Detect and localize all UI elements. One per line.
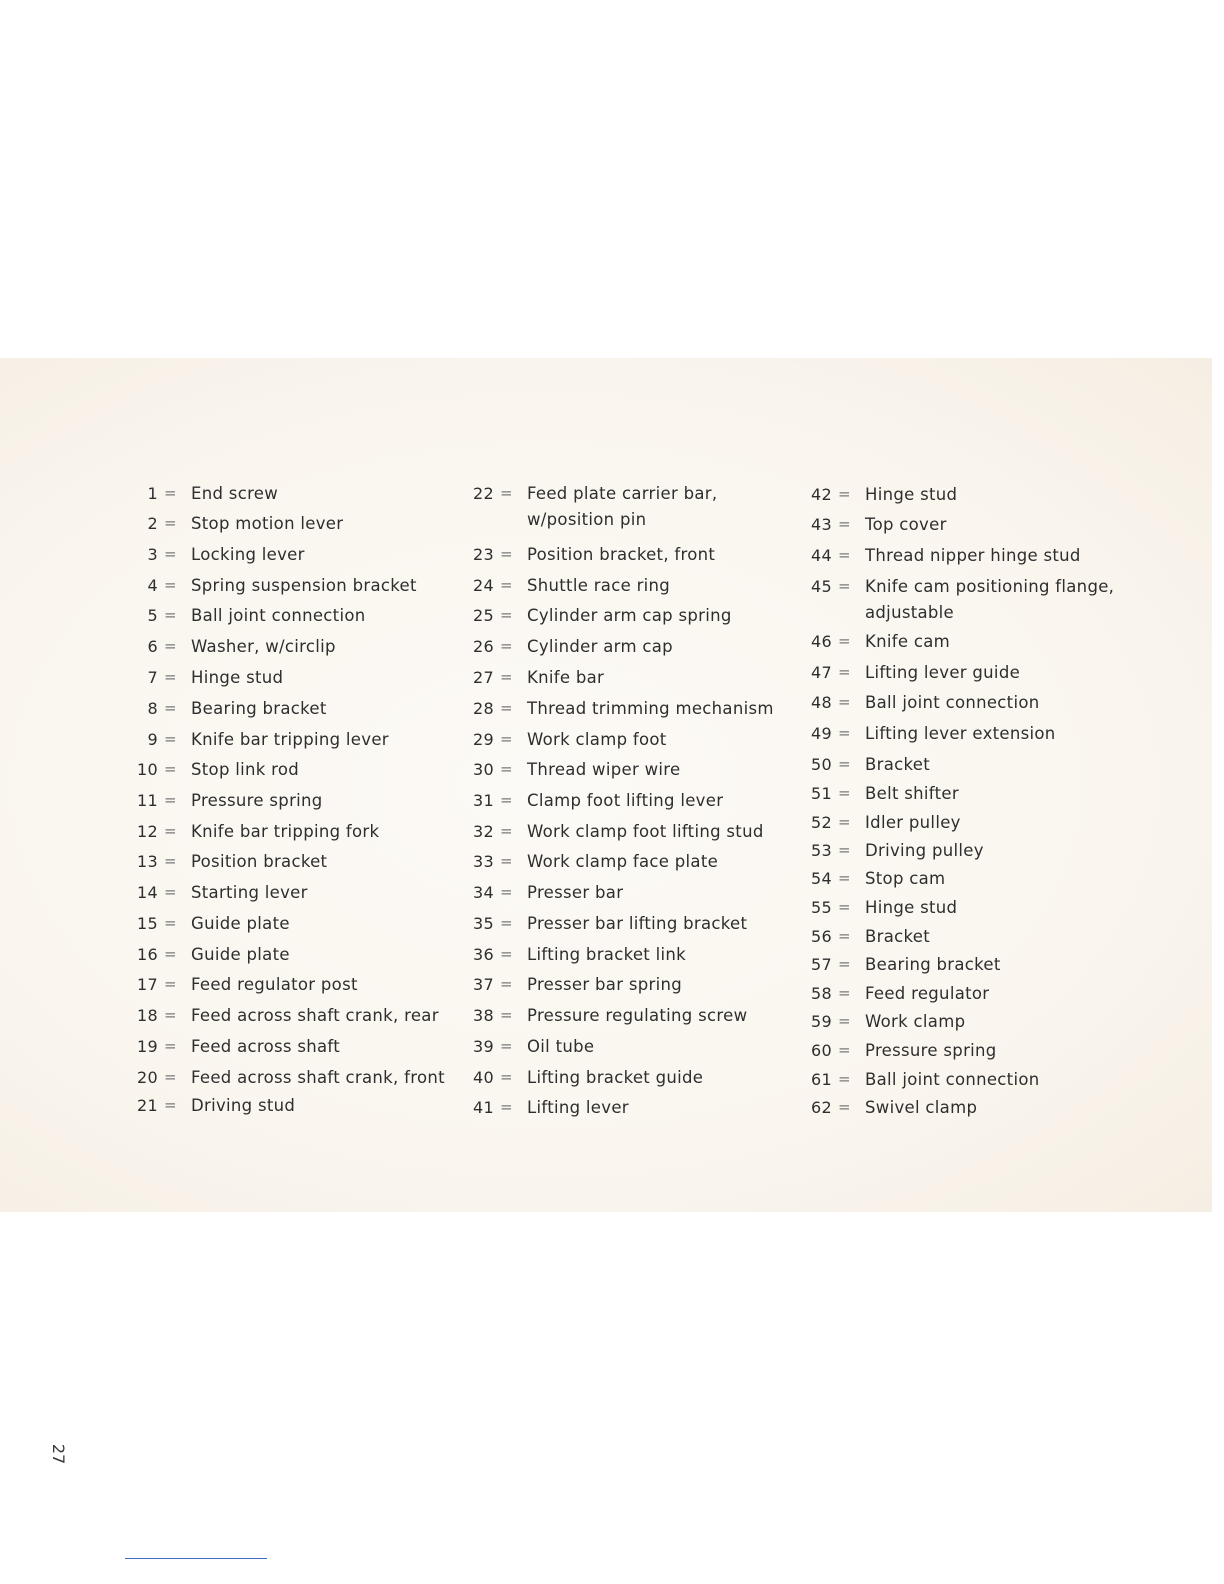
bottom-underline-link[interactable] <box>125 1558 267 1559</box>
part-number: 46 <box>811 632 832 651</box>
part-number: 12 <box>137 822 158 841</box>
part-label-line: Knife bar <box>527 668 605 687</box>
part-number: 47 <box>811 663 832 682</box>
equals-sign: = <box>164 1006 177 1024</box>
equals-sign: = <box>164 730 177 748</box>
part-label <box>191 883 308 902</box>
part-number: 18 <box>137 1006 158 1025</box>
part-number: 7 <box>147 668 158 687</box>
part-number: 19 <box>137 1037 158 1056</box>
part-label <box>527 1068 703 1087</box>
part-number: 36 <box>473 945 494 964</box>
equals-sign: = <box>500 699 513 717</box>
part-label <box>527 730 667 749</box>
part-number: 10 <box>137 760 158 779</box>
equals-sign: = <box>164 975 177 993</box>
part-label <box>865 1070 1040 1089</box>
part-label-line: Spring suspension bracket <box>191 576 417 595</box>
part-label-line: Lifting lever <box>527 1098 629 1117</box>
equals-sign: = <box>500 1068 513 1086</box>
part-label-line: Hinge stud <box>191 668 284 687</box>
equals-sign: = <box>500 852 513 870</box>
part-label <box>191 668 283 687</box>
part-number: 9 <box>147 730 158 749</box>
equals-sign: = <box>838 724 851 742</box>
equals-sign: = <box>164 852 177 870</box>
equals-sign: = <box>838 955 851 973</box>
part-label-line: Ball joint connection <box>865 693 1040 712</box>
part-label <box>865 927 930 946</box>
equals-sign: = <box>500 822 513 840</box>
part-number: 2 <box>147 514 158 533</box>
part-number: 52 <box>811 813 832 832</box>
part-number: 16 <box>137 945 158 964</box>
part-label-line: Feed across shaft <box>191 1037 340 1056</box>
part-label-line: Hinge stud <box>865 898 958 917</box>
equals-sign: = <box>500 730 513 748</box>
part-label <box>865 693 1040 712</box>
part-label <box>527 914 747 933</box>
part-number: 20 <box>137 1068 158 1087</box>
part-label-line: Presser bar <box>527 883 624 902</box>
part-label <box>191 852 327 871</box>
equals-sign: = <box>838 485 851 503</box>
part-label-line: Driving pulley <box>865 841 984 860</box>
part-number: 23 <box>473 545 494 564</box>
equals-sign: = <box>500 1006 513 1024</box>
part-label-line: Stop cam <box>865 869 946 888</box>
part-number: 54 <box>811 869 832 888</box>
part-number: 48 <box>811 693 832 712</box>
part-label <box>527 576 670 595</box>
equals-sign: = <box>500 914 513 932</box>
part-label-line: Swivel clamp <box>865 1098 978 1117</box>
equals-sign: = <box>838 632 851 650</box>
part-number: 34 <box>473 883 494 902</box>
part-label-line: Hinge stud <box>865 485 958 504</box>
part-label <box>527 883 623 902</box>
part-number: 50 <box>811 755 832 774</box>
equals-sign: = <box>164 822 177 840</box>
equals-sign: = <box>164 1068 177 1086</box>
part-label-line: Driving stud <box>191 1096 296 1115</box>
part-label <box>527 606 732 625</box>
part-label <box>191 1096 295 1115</box>
part-number: 38 <box>473 1006 494 1025</box>
part-label <box>527 852 718 871</box>
part-label-line: Top cover <box>865 515 947 534</box>
part-number: 43 <box>811 515 832 534</box>
part-label <box>191 606 366 625</box>
equals-sign: = <box>500 606 513 624</box>
equals-sign: = <box>838 1098 851 1116</box>
part-label-line: Ball joint connection <box>191 606 366 625</box>
part-number: 15 <box>137 914 158 933</box>
part-label-line: Feed across shaft crank, rear <box>191 1006 439 1025</box>
part-label-line: Bearing bracket <box>191 699 327 718</box>
part-number: 58 <box>811 984 832 1003</box>
part-label <box>191 576 417 595</box>
equals-sign: = <box>500 484 513 502</box>
part-label-line: Locking lever <box>191 545 305 564</box>
part-label <box>527 545 715 564</box>
part-label-line: Knife bar tripping fork <box>191 822 380 841</box>
equals-sign: = <box>838 841 851 859</box>
equals-sign: = <box>500 791 513 809</box>
equals-sign: = <box>164 1037 177 1055</box>
part-number: 24 <box>473 576 494 595</box>
part-number: 40 <box>473 1068 494 1087</box>
part-number: 8 <box>147 699 158 718</box>
equals-sign: = <box>164 1096 177 1114</box>
part-label-line: Pressure spring <box>865 1041 997 1060</box>
part-label <box>865 869 945 888</box>
part-number: 37 <box>473 975 494 994</box>
equals-sign: = <box>838 1041 851 1059</box>
part-label-line: Feed regulator <box>865 984 990 1003</box>
equals-sign: = <box>164 606 177 624</box>
equals-sign: = <box>164 945 177 963</box>
part-label-line: Work clamp <box>865 1012 966 1031</box>
part-label-line: Presser bar lifting bracket <box>527 914 748 933</box>
equals-sign: = <box>838 755 851 773</box>
part-number: 14 <box>137 883 158 902</box>
equals-sign: = <box>164 637 177 655</box>
equals-sign: = <box>838 1012 851 1030</box>
page-number: 27 <box>49 1443 68 1465</box>
part-label-line: Lifting bracket link <box>527 945 686 964</box>
part-label <box>527 1098 629 1117</box>
part-number: 21 <box>137 1096 158 1115</box>
equals-sign: = <box>838 813 851 831</box>
part-label-line: Pressure spring <box>191 791 323 810</box>
part-label-continuation: adjustable <box>865 603 955 622</box>
part-number: 51 <box>811 784 832 803</box>
part-label <box>191 514 343 533</box>
part-label <box>191 914 290 933</box>
part-label-line: Lifting lever extension <box>865 724 1056 743</box>
equals-sign: = <box>838 898 851 916</box>
part-label <box>191 637 336 656</box>
part-label <box>527 668 604 687</box>
part-label-line: Bracket <box>865 927 930 946</box>
part-label <box>191 822 379 841</box>
part-number: 53 <box>811 841 832 860</box>
part-number: 22 <box>473 484 494 503</box>
equals-sign: = <box>164 883 177 901</box>
part-number: 5 <box>147 606 158 625</box>
equals-sign: = <box>838 784 851 802</box>
equals-sign: = <box>838 927 851 945</box>
part-number: 33 <box>473 852 494 871</box>
part-label <box>865 984 989 1003</box>
equals-sign: = <box>164 791 177 809</box>
part-label <box>865 515 947 534</box>
part-label <box>527 484 717 529</box>
part-label <box>191 760 299 779</box>
part-label-line: Work clamp face plate <box>527 852 719 871</box>
part-label-line: Stop motion lever <box>191 514 344 533</box>
part-number: 61 <box>811 1070 832 1089</box>
equals-sign: = <box>500 945 513 963</box>
equals-sign: = <box>838 663 851 681</box>
equals-sign: = <box>164 668 177 686</box>
part-number: 29 <box>473 730 494 749</box>
part-label <box>527 975 682 994</box>
part-label <box>865 485 957 504</box>
part-label <box>191 699 327 718</box>
equals-sign: = <box>838 693 851 711</box>
part-label <box>527 699 774 718</box>
part-label <box>191 791 323 810</box>
equals-sign: = <box>164 484 177 502</box>
part-label <box>191 545 305 564</box>
part-label <box>865 577 1114 622</box>
equals-sign: = <box>500 576 513 594</box>
part-label <box>527 760 680 779</box>
part-label <box>865 813 961 832</box>
part-label-line: Washer, w/circlip <box>191 637 336 656</box>
part-label-line: Idler pulley <box>865 813 961 832</box>
part-number: 39 <box>473 1037 494 1056</box>
equals-sign: = <box>164 760 177 778</box>
part-label <box>191 1006 439 1025</box>
part-label <box>865 841 984 860</box>
part-label-line: Cylinder arm cap <box>527 637 673 656</box>
part-label <box>865 784 959 803</box>
part-number: 17 <box>137 975 158 994</box>
part-label <box>865 546 1081 565</box>
part-number: 56 <box>811 927 832 946</box>
part-label-line: Starting lever <box>191 883 308 902</box>
part-label-line: Thread nipper hinge stud <box>865 546 1081 565</box>
part-label <box>865 663 1020 682</box>
part-number: 55 <box>811 898 832 917</box>
part-number: 62 <box>811 1098 832 1117</box>
equals-sign: = <box>838 1070 851 1088</box>
equals-sign: = <box>164 576 177 594</box>
part-label <box>191 1037 340 1056</box>
part-label <box>865 724 1056 743</box>
part-number: 42 <box>811 485 832 504</box>
part-label-line: Bearing bracket <box>865 955 1001 974</box>
part-number: 59 <box>811 1012 832 1031</box>
part-number: 32 <box>473 822 494 841</box>
part-label <box>191 945 290 964</box>
part-label-line: Work clamp foot <box>527 730 667 749</box>
part-number: 60 <box>811 1041 832 1060</box>
part-label <box>865 1012 965 1031</box>
part-label <box>865 1041 997 1060</box>
part-label-line: Position bracket, front <box>527 545 716 564</box>
part-label <box>865 1098 977 1117</box>
equals-sign: = <box>500 883 513 901</box>
equals-sign: = <box>500 668 513 686</box>
part-label <box>191 975 358 994</box>
part-label <box>527 791 723 810</box>
part-label-line: Position bracket <box>191 852 328 871</box>
part-label-line: Knife cam positioning flange, <box>865 577 1115 596</box>
part-label-line: Cylinder arm cap spring <box>527 606 732 625</box>
part-label <box>527 637 673 656</box>
equals-sign: = <box>838 869 851 887</box>
scanned-page <box>0 358 1212 1465</box>
part-label-line: Ball joint connection <box>865 1070 1040 1089</box>
part-label-line: Presser bar spring <box>527 975 682 994</box>
part-number: 13 <box>137 852 158 871</box>
part-label-line: Shuttle race ring <box>527 576 671 595</box>
part-label <box>191 730 389 749</box>
part-number: 41 <box>473 1098 494 1117</box>
part-label <box>865 632 950 651</box>
part-label <box>191 1068 445 1087</box>
part-label-line: Oil tube <box>527 1037 595 1056</box>
part-label <box>191 484 278 503</box>
part-number: 27 <box>473 668 494 687</box>
part-label <box>527 822 764 841</box>
part-number: 26 <box>473 637 494 656</box>
part-label <box>527 945 686 964</box>
part-number: 45 <box>811 577 832 596</box>
part-number: 1 <box>147 484 158 503</box>
part-number: 25 <box>473 606 494 625</box>
part-label <box>865 755 930 774</box>
equals-sign: = <box>500 975 513 993</box>
part-label-line: Belt shifter <box>865 784 959 803</box>
equals-sign: = <box>838 577 851 595</box>
part-number: 35 <box>473 914 494 933</box>
equals-sign: = <box>500 760 513 778</box>
part-number: 4 <box>147 576 158 595</box>
equals-sign: = <box>164 514 177 532</box>
part-label-line: Stop link rod <box>191 760 300 779</box>
part-label-line: Knife cam <box>865 632 951 651</box>
equals-sign: = <box>500 545 513 563</box>
part-label-line: Knife bar tripping lever <box>191 730 389 749</box>
part-label <box>865 898 957 917</box>
part-number: 30 <box>473 760 494 779</box>
part-label-line: Feed plate carrier bar, <box>527 484 718 503</box>
part-number: 31 <box>473 791 494 810</box>
part-label-line: Lifting bracket guide <box>527 1068 704 1087</box>
part-label-line: Thread wiper wire <box>527 760 681 779</box>
part-label <box>527 1006 747 1025</box>
part-number: 44 <box>811 546 832 565</box>
part-label-line: Feed regulator post <box>191 975 358 994</box>
equals-sign: = <box>164 914 177 932</box>
equals-sign: = <box>838 546 851 564</box>
part-label <box>865 955 1001 974</box>
part-number: 49 <box>811 724 832 743</box>
part-label-continuation: w/position pin <box>527 510 647 529</box>
part-label-line: Guide plate <box>191 914 290 933</box>
part-number: 57 <box>811 955 832 974</box>
equals-sign: = <box>164 699 177 717</box>
part-label-line: Bracket <box>865 755 930 774</box>
part-number: 28 <box>473 699 494 718</box>
equals-sign: = <box>838 515 851 533</box>
part-label-line: Guide plate <box>191 945 290 964</box>
part-label-line: Feed across shaft crank, front <box>191 1068 445 1087</box>
part-label-line: Lifting lever guide <box>865 663 1021 682</box>
part-label-line: Pressure regulating screw <box>527 1006 748 1025</box>
equals-sign: = <box>838 984 851 1002</box>
part-label-line: Work clamp foot lifting stud <box>527 822 764 841</box>
part-number: 11 <box>137 791 158 810</box>
equals-sign: = <box>500 1098 513 1116</box>
equals-sign: = <box>500 1037 513 1055</box>
equals-sign: = <box>500 637 513 655</box>
part-label-line: End screw <box>191 484 279 503</box>
part-label-line: Clamp foot lifting lever <box>527 791 724 810</box>
part-label-line: Thread trimming mechanism <box>527 699 774 718</box>
part-number: 6 <box>147 637 158 656</box>
part-label <box>527 1037 594 1056</box>
part-number: 3 <box>147 545 158 564</box>
equals-sign: = <box>164 545 177 563</box>
